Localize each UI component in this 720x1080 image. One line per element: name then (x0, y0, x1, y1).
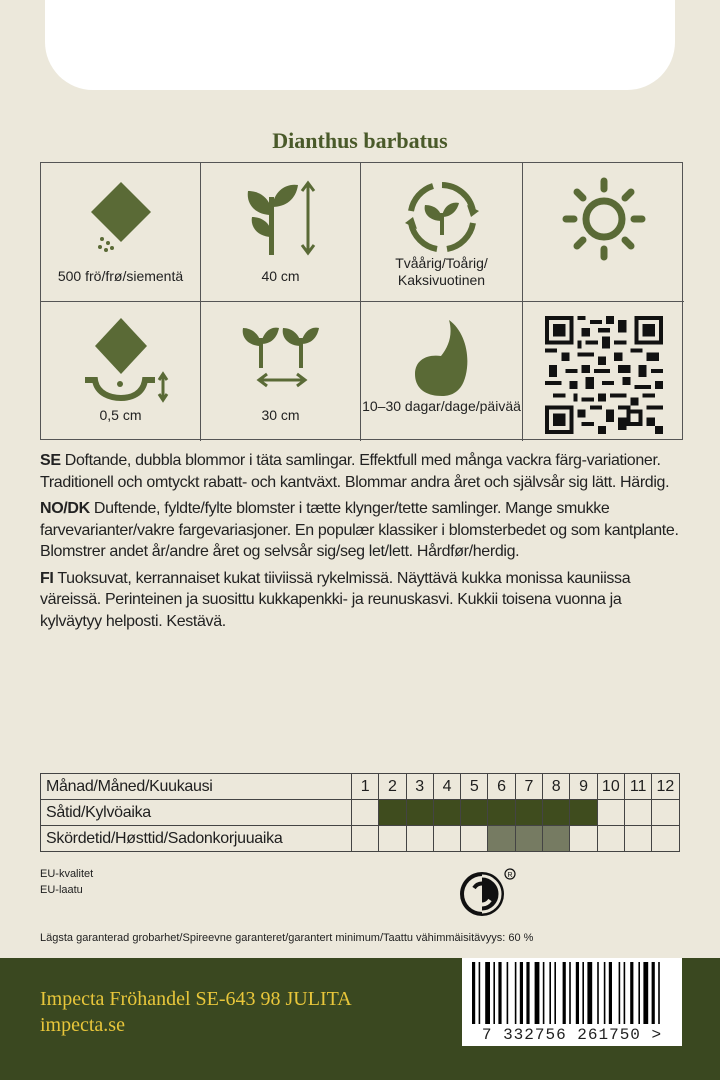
plant-spacing-cell (201, 302, 361, 441)
plant-height-cell (201, 163, 361, 302)
qr-code-icon[interactable] (545, 316, 663, 434)
footer-text (40, 986, 352, 1038)
biennial-label: Tvåårig/Toårig/ Kaksivuotinen (395, 255, 488, 288)
biennial-cell (361, 163, 523, 302)
green-dot-recycling-icon (456, 866, 520, 920)
month-cell: 5 (461, 774, 488, 800)
sowing-calendar (40, 773, 680, 852)
barcode-number: 7 332756 261750 > (481, 1026, 663, 1044)
harv-month-10 (597, 826, 624, 852)
barcode (462, 958, 682, 1046)
plant-height-label: 40 cm (261, 268, 300, 284)
sow-month-5 (461, 800, 488, 826)
eu-quality (40, 866, 93, 898)
harv-month-8 (543, 826, 570, 852)
harv-month-7 (515, 826, 542, 852)
sow-month-8 (543, 800, 570, 826)
description-fi (40, 568, 680, 633)
month-cell: 8 (543, 774, 570, 800)
harv-month-11 (624, 826, 651, 852)
month-cell: 12 (652, 774, 679, 800)
calendar-month-row (41, 774, 680, 800)
seed-count-label: 500 frö/frø/siementä (57, 268, 184, 284)
harv-month-5 (461, 826, 488, 852)
sun-cell (523, 163, 684, 302)
sow-month-12 (652, 800, 679, 826)
harv-month-9 (570, 826, 597, 852)
eu-quality-se: EU-kvalitet (40, 868, 94, 880)
month-cell: 2 (379, 774, 406, 800)
company-address: Impecta Fröhandel SE-643 98 JULITA (40, 988, 352, 1010)
lang-tag-se: SE (40, 452, 61, 469)
sow-month-9 (570, 800, 597, 826)
sow-month-11 (624, 800, 651, 826)
description-no-dk (40, 498, 680, 563)
month-cell: 9 (570, 774, 597, 800)
germination-guarantee: Lägsta garanterad grobarhet/Spireevne garanteret/garantert minimum/Taattu vähimmäisitävyys: 60 % (40, 932, 534, 944)
sun-icon (556, 177, 652, 261)
qr-code-cell (523, 302, 684, 441)
calendar-harvest-row (41, 826, 680, 852)
company-website[interactable]: impecta.se (40, 1014, 125, 1036)
germination-icon (397, 316, 487, 400)
sow-month-7 (515, 800, 542, 826)
harvest-label: Skördetid/Høsttid/Sadonkorjuuaika (41, 826, 352, 852)
page-title: Dianthus barbatus (272, 128, 448, 153)
month-cell: 11 (624, 774, 651, 800)
month-cell: 1 (352, 774, 379, 800)
description-se (40, 450, 680, 493)
month-header-label: Månad/Måned/Kuukausi (41, 774, 352, 800)
sow-month-10 (597, 800, 624, 826)
sow-month-4 (433, 800, 460, 826)
sow-month-1 (352, 800, 379, 826)
harv-month-1 (352, 826, 379, 852)
month-cell: 7 (515, 774, 542, 800)
sowing-depth-icon (71, 316, 171, 404)
harv-month-4 (433, 826, 460, 852)
harv-month-12 (652, 826, 679, 852)
plant-height-icon (236, 177, 326, 257)
month-cell: 3 (406, 774, 433, 800)
plant-spacing-icon (231, 316, 331, 396)
lang-tag-no-dk: NO/DK (40, 500, 90, 517)
lang-tag-fi: FI (40, 569, 54, 587)
biennial-cycle-icon (397, 177, 487, 257)
svg-text:R: R (507, 872, 513, 879)
eu-quality-fi: EU-laatu (40, 884, 83, 896)
harv-month-2 (379, 826, 406, 852)
text-no-dk: Duftende, fyldte/fylte blomster i tætte klynger/tette samlinger. Mange smukke farvevarianter/vakre fargevariasjoner. En populær klassiker i blomsterbedet og som kantplante. Blomstrer andet år/andre året og selvsår sig/seg let/lett. Hårdfør/herdig. (40, 500, 679, 560)
sowing-depth-cell (41, 302, 201, 441)
sow-label: Såtid/Kylvöaika (41, 800, 352, 826)
plant-spacing-label: 30 cm (261, 407, 300, 423)
sow-month-3 (406, 800, 433, 826)
month-cell: 10 (597, 774, 624, 800)
harv-month-6 (488, 826, 515, 852)
icon-grid (40, 162, 683, 440)
month-cell: 4 (433, 774, 460, 800)
sow-month-6 (488, 800, 515, 826)
germination-label: 10–30 dagar/dage/päivää (362, 398, 521, 414)
barcode-bars-icon (468, 962, 676, 1024)
seed-count-icon (76, 177, 166, 257)
sowing-depth-label: 0,5 cm (99, 407, 142, 423)
seed-count-cell (41, 163, 201, 302)
harv-month-3 (406, 826, 433, 852)
description (40, 450, 680, 637)
text-fi: Tuoksuvat, kerrannaiset kukat tiiviissä rykelmissä. Näyttävä kukka monissa kauniissa väreissä. Perinteinen ja suosittu kukkapenkki- ja reunuskasvi. Kukkii toisena vuonna ja kylväytyy helposti. Kestävä. (40, 569, 631, 630)
germination-cell (361, 302, 523, 441)
hang-tab-cutout (45, 0, 675, 90)
calendar-sow-row (41, 800, 680, 826)
month-cell: 6 (488, 774, 515, 800)
sow-month-2 (379, 800, 406, 826)
text-se: Doftande, dubbla blommor i täta samlingar. Effektfull med många vackra färg-variationer. Traditionell och omtyckt rabatt- och kantväxt. Blommar andra året och självsår sig lätt. Härdig. (40, 452, 670, 491)
